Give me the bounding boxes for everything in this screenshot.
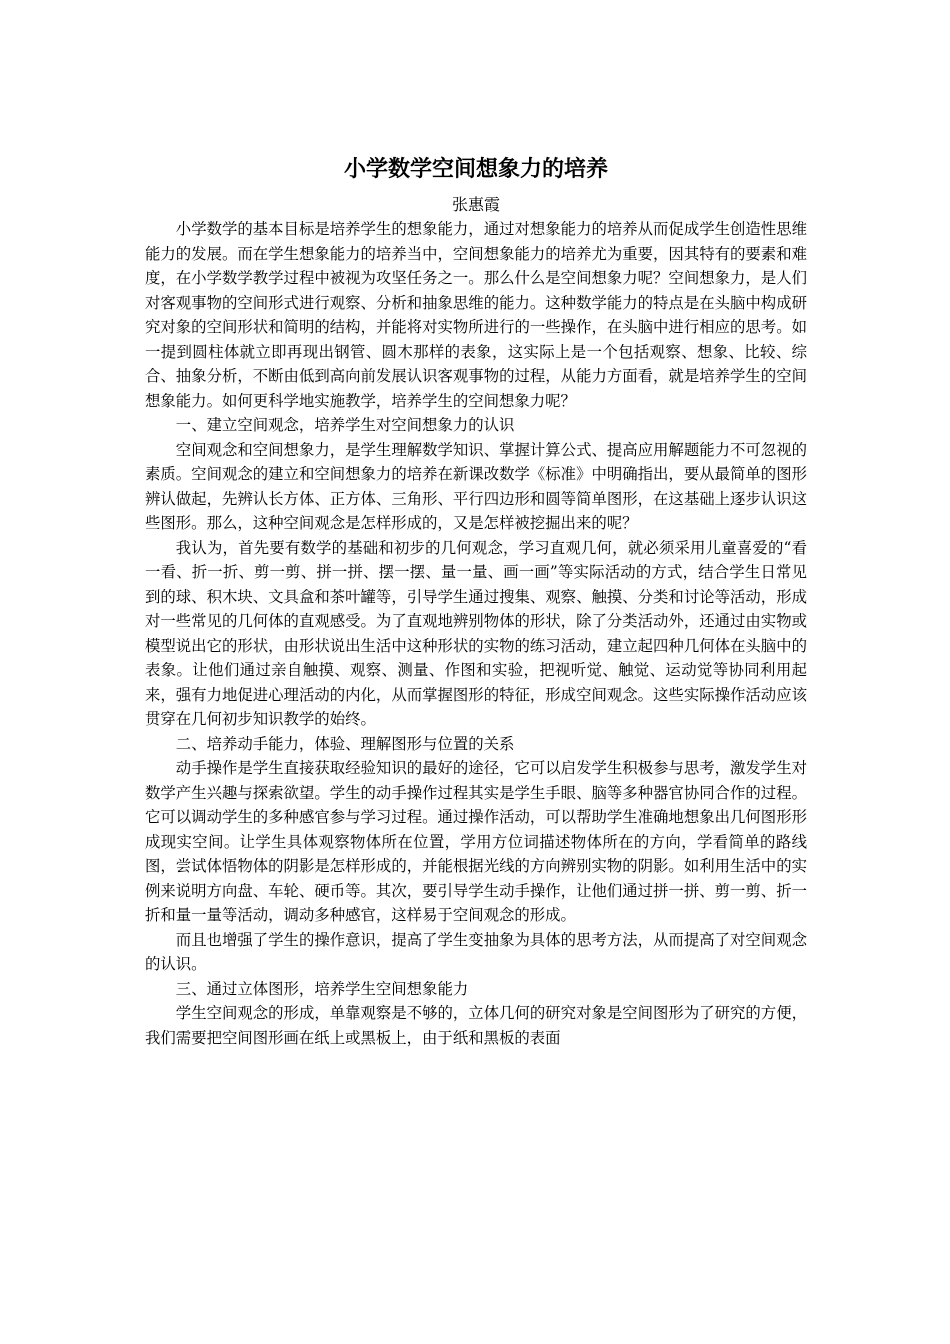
section-heading-2: 二、培养动手能力，体验、理解图形与位置的关系 [175,734,515,753]
paragraph-section3-a: 学生空间观念的形成，单靠观察是不够的，立体几何的研究对象是空间图形为了研究的方便，我们需要把空间图形画在纸上或黑板上，由于纸和黑板的表面 [145,1004,807,1047]
paragraph-section2-b: 而且也增强了学生的操作意识，提高了学生变抽象为具体的思考方法，从而提高了对空间观念的认识。 [145,930,807,973]
paragraph-section1-b: 我认为，首先要有数学的基础和初步的几何观念，学习直观几何，就必须采用儿童喜爱的“看一看、折一折、剪一剪、拼一拼、摆一摆、量一量、画一画”等实际活动的方式，结合学生日常见到的球、积木块、文具盒和茶叶罐等，引导学生通过搜集、观察、触摸、分类和讨论等活动，形成对一些常见的几何体的直观感受。为了直观地辨别物体的形状，除了分类活动外，还通过由实物或模型说出它的形状，由形状说出生活中这种形状的实物的练习活动，建立起四种几何体在头脑中的表象。让他们通过亲自触摸、观察、测量、作图和实验，把视听觉、触觉、运动觉等协同利用起来，强有力地促进心理活动的内化，从而掌握图形的特征，形成空间观念。这些实际操作活动应该贯穿在几何初步知识教学的始终。 [145,538,807,728]
document-author: 张惠霞 [451,195,500,214]
section-heading-1: 一、建立空间观念，培养学生对空间想象力的认识 [175,416,515,434]
paragraph-section2-a: 动手操作是学生直接获取经验知识的最好的途径，它可以启发学生积极参与思考，激发学生对数学产生兴趣与探索欲望。学生的动手操作过程其实是学生手眼、脑等多种器官协同合作的过程。它可以调动学生的多种感官参与学习过程。通过操作活动，可以帮助学生准确地想象出几何图形形成现实空间。让学生具体观察物体所在位置，学用方位词描述物体所在的方向，学看简单的路线图，尝试体悟物体的阴影是怎样形成的，并能根据光线的方向辨别实物的阴影。如利用生活中的实例来说明方向盘、车轮、硬币等。其次，要引导学生动手操作，让他们通过拼一拼、剪一剪、折一折和量一量等活动，调动多种感官，这样易于空间观念的形成。 [145,759,807,924]
section-heading-3: 三、通过立体图形，培养学生空间想象能力 [175,979,469,998]
paragraph-section1-a: 空间观念和空间想象力，是学生理解数学知识、掌握计算公式、提高应用解题能力不可忽视的素质。空间观念的建立和空间想象力的培养在新课改数学《标准》中明确指出，要从最简单的图形辨认做起，先辨认长方体、正方体、三角形、平行四边形和圆等简单图形，在这基础上逐步认识这些图形。那么，这种空间观念是怎样形成的，又是怎样被挖掘出来的呢？ [145,440,807,532]
paragraph-intro: 小学数学的基本目标是培养学生的想象能力，通过对想象能力的培养从而促成学生创造性思维能力的发展。而在学生想象能力的培养当中，空间想象能力的培养尤为重要，因其特有的要素和难度，在小学数学教学过程中被视为攻坚任务之一。那么什么是空间想象力呢？空间想象力，是人们对客观事物的空间形式进行观察、分析和抽象思维的能力。这种数学能力的特点是在头脑中构成研究对象的空间形状和简明的结构，并能将对实物所进行的一些操作，在头脑中进行相应的思考。如一提到圆柱体就立即再现出钢管、圆木那样的表象，这实际上是一个包括观察、想象、比较、综合、抽象分析，不断由低到高向前发展认识客观事物的过程，从能力方面看，就是培养学生的空间想象能力。如何更科学地实施教学，培养学生的空间想象力呢？ [145,220,807,410]
document-body [145,150,807,1050]
document-title: 小学数学空间想象力的培养 [343,157,608,182]
